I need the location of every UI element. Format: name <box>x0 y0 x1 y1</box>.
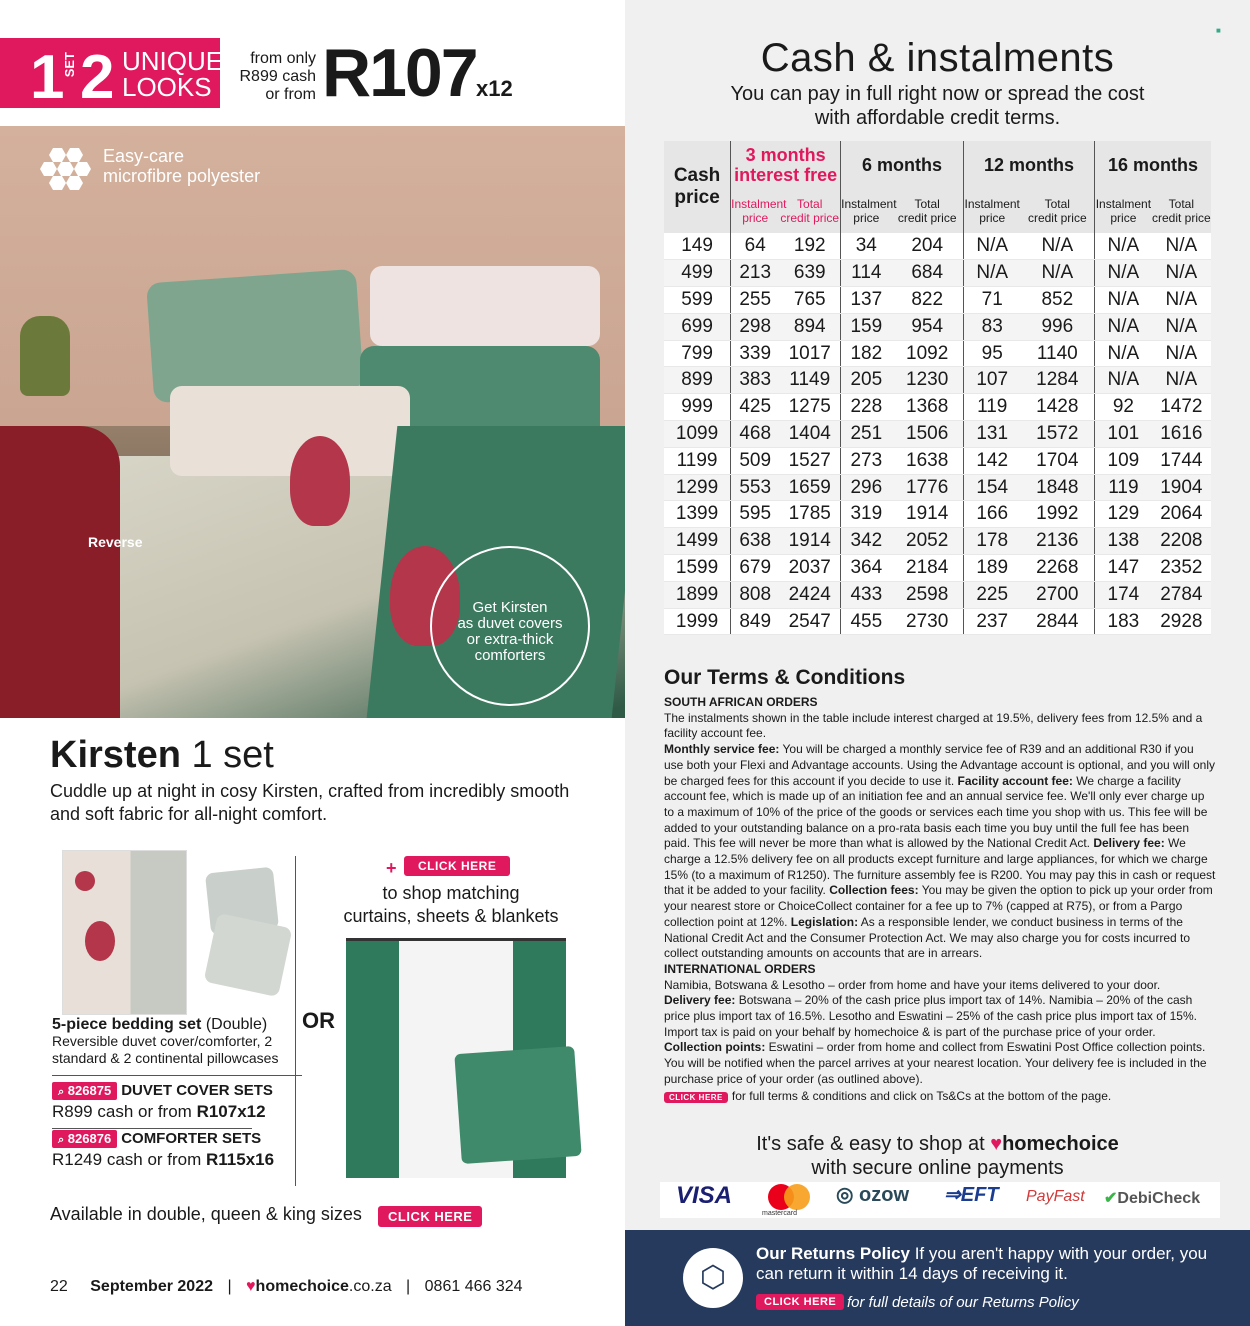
table-cell: 2928 <box>1152 608 1211 635</box>
table-cell: 64 <box>731 233 780 260</box>
table-cell: 189 <box>963 555 1020 582</box>
table-cell: 2184 <box>891 555 963 582</box>
pillow-image <box>204 913 293 997</box>
table-row <box>664 260 1211 287</box>
cash-price-cell: 699 <box>664 313 731 340</box>
table-row <box>664 608 1211 635</box>
returns-click-text: for full details of our Returns Policy <box>847 1294 1079 1311</box>
table-cell: 996 <box>1021 313 1095 340</box>
payfast-logo: PayFast <box>1026 1188 1085 1205</box>
issue-date: September 2022 <box>90 1278 213 1295</box>
table-cell: 1638 <box>891 447 963 474</box>
table-cell: N/A <box>1152 313 1211 340</box>
table-row <box>664 581 1211 608</box>
duvet-price: R899 cash or from R107x12 <box>52 1102 266 1121</box>
table-cell: 71 <box>963 287 1020 314</box>
table-cell: 822 <box>891 287 963 314</box>
table-cell: 894 <box>779 313 840 340</box>
terms-title: Our Terms & Conditions <box>664 666 906 689</box>
heart-icon: ♥ <box>990 1133 1003 1155</box>
table-cell: 2844 <box>1021 608 1095 635</box>
table-cell: 166 <box>963 501 1020 528</box>
table-cell: 1616 <box>1152 421 1211 448</box>
table-cell: N/A <box>1021 260 1095 287</box>
table-cell: 213 <box>731 260 780 287</box>
table-cell: 2052 <box>891 528 963 555</box>
table-row <box>664 287 1211 314</box>
6-months-header: 6 months <box>841 141 964 189</box>
table-cell: 425 <box>731 394 780 421</box>
comforter-price: R1249 cash or from R115x16 <box>52 1150 275 1169</box>
table-cell: 2208 <box>1152 528 1211 555</box>
from-only-text: from only R899 cash or from <box>239 50 316 103</box>
table-cell: 2784 <box>1152 581 1211 608</box>
table-cell: 468 <box>731 421 780 448</box>
table-cell: N/A <box>1095 367 1152 394</box>
easy-care-badge: Easy-care microfibre polyester <box>40 146 260 190</box>
table-cell: 101 <box>1095 421 1152 448</box>
instalment-table <box>664 141 1211 635</box>
cash-price-cell: 1499 <box>664 528 731 555</box>
returns-text: Our Returns Policy If you aren't happy with your order, you can return it within 14 days of receiving it. <box>756 1244 1208 1283</box>
16-months-header: 16 months <box>1095 141 1211 189</box>
table-cell: 1140 <box>1021 340 1095 367</box>
table-cell: 119 <box>963 394 1020 421</box>
table-cell: 1776 <box>891 474 963 501</box>
payment-logos <box>660 1182 1220 1218</box>
table-cell: 131 <box>963 421 1020 448</box>
table-cell: 2700 <box>1021 581 1095 608</box>
table-cell: 684 <box>891 260 963 287</box>
cash-price-cell: 899 <box>664 367 731 394</box>
cash-price-cell: 1999 <box>664 608 731 635</box>
table-cell: 204 <box>891 233 963 260</box>
safe-shopping-text: It's safe & easy to shop at ♥homechoice with secure online payments <box>756 1133 1119 1179</box>
site-brand[interactable]: homechoice <box>255 1278 349 1295</box>
box-icon: ⬡ <box>683 1248 743 1308</box>
table-cell: 1428 <box>1021 394 1095 421</box>
sizes-available: Available in double, queen & king sizes <box>50 1204 362 1224</box>
3-months-header: 3 months interest free <box>731 141 841 189</box>
page-number: 22 <box>50 1278 68 1295</box>
table-cell: 142 <box>963 447 1020 474</box>
banner-number-1: 1 <box>30 43 65 112</box>
table-cell: 114 <box>841 260 892 287</box>
bedding-set-image <box>62 850 187 1015</box>
headline-price: R107 <box>322 35 477 111</box>
cash-price-cell: 799 <box>664 340 731 367</box>
headline-multiplier: x12 <box>476 76 513 101</box>
table-cell: 296 <box>841 474 892 501</box>
instalment-price-header: Instalment price <box>731 189 780 233</box>
table-cell: 852 <box>1021 287 1095 314</box>
debicheck-logo: ✔DebiCheck <box>1104 1190 1201 1207</box>
table-cell: 2064 <box>1152 501 1211 528</box>
cash-price-cell: 499 <box>664 260 731 287</box>
returns-policy-bar <box>625 1230 1250 1326</box>
table-cell: 109 <box>1095 447 1152 474</box>
table-cell: 433 <box>841 581 892 608</box>
product-title: Kirsten 1 set <box>50 734 274 776</box>
table-cell: 147 <box>1095 555 1152 582</box>
table-cell: N/A <box>1152 340 1211 367</box>
table-cell: 129 <box>1095 501 1152 528</box>
table-cell: N/A <box>1095 340 1152 367</box>
corner-mark-icon: ■ <box>1216 26 1221 35</box>
terms-body: SOUTH AFRICAN ORDERS The instalments shown in the table include interest charged at 19.5%, delivery fees from 12.5% and a facility account fee. Monthly service fee: You will be charged a monthly service fee of R39 and an additional R30 if you use both your Flexi and Advantage accounts. Using the Advantage account is optional, and you will only be charged fees for this account if you decide to use it. Facility account fee: We charge a facility account fee, which is made up of an initiation fee and an annual service fee. We'll only ever charge up to a maximum of 10% of the price of the goods or services each time you shop with us. This fee will be added to your outstanding balance on a pro-rata basis each time you buy until the full fee has been paid. This fee will never be more than what is allowed by the National Credit Act. Delivery fee: We charge a 12.5% delivery fee on all products except furniture and large appliances, for which we charge 15% (to a maximum of R1250). The furniture assembly fee is R200. You may pay this in cash or request that it be added to your facility. Collection fees: You may be given the option to pick up your order from your nearest store or ChoiceCollect container for a fee up to 7% (capped at R75), or from a Pargo collection point at 12%. Legislation: As a responsible lender, we conduct business in terms of the National Credit Act and the Consumer Protection Act. We may also charge you for costs incurred to collect outstanding amounts on accounts that are in arrears. INTERNATIONAL ORDERS Namibia, Botswana & Lesotho – order from home and have your items delivered to your door. Delivery fee: Botswana – 20% of the cash price plus import tax of 14%. Namibia – 20% of the cash price plus import tax of 16.5%. Lesotho and Eswatini – 25% of the cash price plus import tax of 15%. Import tax is paid on your behalf by homechoice & is part of the purchase price of your order. Collection points: Eswatini – order from home and collect from Eswatini Post Office collection points. You will be notified when the parcel arrives at your nearest location. Your delivery fee is included in the purchase price of your order (as outlined above). <box>664 695 1216 1086</box>
table-cell: 1992 <box>1021 501 1095 528</box>
table-cell: 95 <box>963 340 1020 367</box>
ozow-logo: ◎ ozow <box>836 1184 910 1206</box>
kirsten-circle-callout: Get Kirsten as duvet covers or extra-thick comforters <box>430 546 590 706</box>
table-cell: N/A <box>1021 233 1095 260</box>
check-icon: ✔ <box>1104 1190 1118 1207</box>
table-cell: 107 <box>963 367 1020 394</box>
table-cell: N/A <box>1095 260 1152 287</box>
banner-looks: UNIQUE LOOKS <box>122 46 224 102</box>
click-here-button[interactable]: CLICK HERE <box>756 1294 844 1310</box>
visa-logo: VISA <box>676 1182 733 1209</box>
banner-set-label: SET <box>62 52 77 78</box>
page-footer: 22 September 2022 | ♥homechoice.co.za | 0861 466 324 <box>50 1278 523 1295</box>
table-cell: 1527 <box>779 447 840 474</box>
table-cell: 83 <box>963 313 1020 340</box>
bedroom-photo <box>0 126 625 718</box>
table-cell: 225 <box>963 581 1020 608</box>
table-cell: 595 <box>731 501 780 528</box>
table-cell: 174 <box>1095 581 1152 608</box>
cash-price-cell: 599 <box>664 287 731 314</box>
table-cell: 1284 <box>1021 367 1095 394</box>
table-cell: 383 <box>731 367 780 394</box>
table-row <box>664 340 1211 367</box>
table-row <box>664 313 1211 340</box>
table-cell: N/A <box>963 233 1020 260</box>
cash-price-cell: 1399 <box>664 501 731 528</box>
duvet-code: ⌕ 826875 DUVET COVER SETS <box>52 1082 273 1100</box>
table-row <box>664 474 1211 501</box>
mastercard-logo: mastercard <box>760 1182 820 1218</box>
table-cell: 138 <box>1095 528 1152 555</box>
table-cell: 159 <box>841 313 892 340</box>
table-cell: 183 <box>1095 608 1152 635</box>
instalment-price-header: Instalment price <box>963 189 1020 233</box>
table-cell: 679 <box>731 555 780 582</box>
table-cell: 1914 <box>891 501 963 528</box>
reverse-label: Reverse <box>88 534 143 550</box>
table-row <box>664 555 1211 582</box>
hexagon-icon <box>40 146 92 190</box>
table-cell: N/A <box>1152 287 1211 314</box>
eft-logo: ⇒EFT <box>944 1184 999 1206</box>
total-credit-header: Total credit price <box>897 197 957 225</box>
table-cell: 1704 <box>1021 447 1095 474</box>
table-row <box>664 233 1211 260</box>
cash-instalments-title: Cash & instalments <box>760 36 1115 80</box>
table-cell: 251 <box>841 421 892 448</box>
cash-instalments-subtitle: You can pay in full right now or spread the cost with affordable credit terms. <box>730 83 1145 129</box>
click-here-button[interactable]: CLICK HERE <box>378 1206 482 1227</box>
or-label: OR <box>302 1008 335 1033</box>
table-cell: 1092 <box>891 340 963 367</box>
comforter-code: ⌕ 826876 COMFORTER SETS <box>52 1130 261 1148</box>
table-cell: 192 <box>779 233 840 260</box>
table-cell: 2730 <box>891 608 963 635</box>
banner-number-2: 2 <box>80 43 115 112</box>
cash-price-cell: 149 <box>664 233 731 260</box>
table-cell: N/A <box>1152 260 1211 287</box>
total-credit-header: Total credit price <box>1027 197 1087 225</box>
table-cell: 342 <box>841 528 892 555</box>
table-cell: 182 <box>841 340 892 367</box>
table-cell: 1368 <box>891 394 963 421</box>
table-cell: 954 <box>891 313 963 340</box>
cash-price-header: Cash price <box>673 165 721 208</box>
table-cell: 1472 <box>1152 394 1211 421</box>
table-cell: 849 <box>731 608 780 635</box>
comforter-image <box>454 1046 581 1164</box>
table-row <box>664 501 1211 528</box>
plus-icon: + <box>386 858 397 878</box>
table-cell: 237 <box>963 608 1020 635</box>
table-row <box>664 421 1211 448</box>
cash-price-cell: 1899 <box>664 581 731 608</box>
search-icon-badge: ⌕ 826875 <box>52 1082 117 1100</box>
table-cell: 2352 <box>1152 555 1211 582</box>
table-cell: 509 <box>731 447 780 474</box>
cash-price-cell: 1199 <box>664 447 731 474</box>
divider <box>52 1075 302 1076</box>
shop-matching-text: to shop matching curtains, sheets & blankets <box>343 883 559 926</box>
table-row <box>664 447 1211 474</box>
table-cell: N/A <box>1095 233 1152 260</box>
table-cell: 298 <box>731 313 780 340</box>
table-cell: 319 <box>841 501 892 528</box>
divider <box>52 1128 252 1129</box>
table-cell: 273 <box>841 447 892 474</box>
table-cell: 1275 <box>779 394 840 421</box>
table-cell: 1572 <box>1021 421 1095 448</box>
product-description: Cuddle up at night in cosy Kirsten, crafted from incredibly smooth and soft fabric for all-night comfort. <box>50 781 570 824</box>
table-cell: 455 <box>841 608 892 635</box>
table-cell: 228 <box>841 394 892 421</box>
table-cell: 2424 <box>779 581 840 608</box>
bedding-set-info: 5-piece bedding set (Double) Reversible duvet cover/comforter, 2 standard & 2 continental pillowcases <box>52 1016 279 1066</box>
table-cell: 1744 <box>1152 447 1211 474</box>
table-cell: 2037 <box>779 555 840 582</box>
table-cell: 808 <box>731 581 780 608</box>
table-cell: 137 <box>841 287 892 314</box>
table-cell: N/A <box>1095 313 1152 340</box>
table-cell: 154 <box>963 474 1020 501</box>
12-months-header: 12 months <box>963 141 1094 189</box>
table-cell: 1404 <box>779 421 840 448</box>
table-cell: 2136 <box>1021 528 1095 555</box>
table-cell: 364 <box>841 555 892 582</box>
table-cell: 1230 <box>891 367 963 394</box>
table-cell: 2547 <box>779 608 840 635</box>
cash-price-cell: 1299 <box>664 474 731 501</box>
table-cell: 638 <box>731 528 780 555</box>
click-here-button[interactable]: CLICK HERE <box>404 856 510 876</box>
total-credit-header: Total credit price <box>1152 197 1211 225</box>
set-banner <box>0 38 224 112</box>
table-cell: 119 <box>1095 474 1152 501</box>
table-cell: 2268 <box>1021 555 1095 582</box>
table-cell: 92 <box>1095 394 1152 421</box>
table-cell: 1659 <box>779 474 840 501</box>
click-here-button[interactable]: CLICK HERE <box>664 1092 728 1103</box>
table-cell: 1017 <box>779 340 840 367</box>
table-row <box>664 367 1211 394</box>
terms-click-row: CLICK HERE for full terms & conditions and click on Ts&Cs at the bottom of the page. <box>664 1089 1111 1103</box>
table-cell: 553 <box>731 474 780 501</box>
table-cell: N/A <box>1152 367 1211 394</box>
table-cell: 1904 <box>1152 474 1211 501</box>
table-cell: 178 <box>963 528 1020 555</box>
table-cell: 339 <box>731 340 780 367</box>
table-cell: N/A <box>1152 233 1211 260</box>
instalment-price-header: Instalment price <box>1095 189 1152 233</box>
cash-price-cell: 1599 <box>664 555 731 582</box>
table-cell: 1506 <box>891 421 963 448</box>
cash-price-cell: 999 <box>664 394 731 421</box>
table-cell: N/A <box>963 260 1020 287</box>
cash-price-cell: 1099 <box>664 421 731 448</box>
instalment-price-header: Instalment price <box>841 189 892 233</box>
vase-shape <box>20 316 70 396</box>
table-cell: 255 <box>731 287 780 314</box>
total-credit-header: Total credit price <box>780 197 840 225</box>
table-cell: 1785 <box>779 501 840 528</box>
table-cell: 2598 <box>891 581 963 608</box>
table-cell: 1149 <box>779 367 840 394</box>
heart-icon: ♥ <box>246 1278 256 1295</box>
table-cell: 1914 <box>779 528 840 555</box>
table-cell: 765 <box>779 287 840 314</box>
table-cell: N/A <box>1095 287 1152 314</box>
search-icon-badge: ⌕ 826876 <box>52 1130 117 1148</box>
table-cell: 639 <box>779 260 840 287</box>
table-row <box>664 528 1211 555</box>
table-cell: 34 <box>841 233 892 260</box>
phone-number: 0861 466 324 <box>424 1278 523 1295</box>
table-cell: 205 <box>841 367 892 394</box>
table-cell: 1848 <box>1021 474 1095 501</box>
table-row <box>664 394 1211 421</box>
